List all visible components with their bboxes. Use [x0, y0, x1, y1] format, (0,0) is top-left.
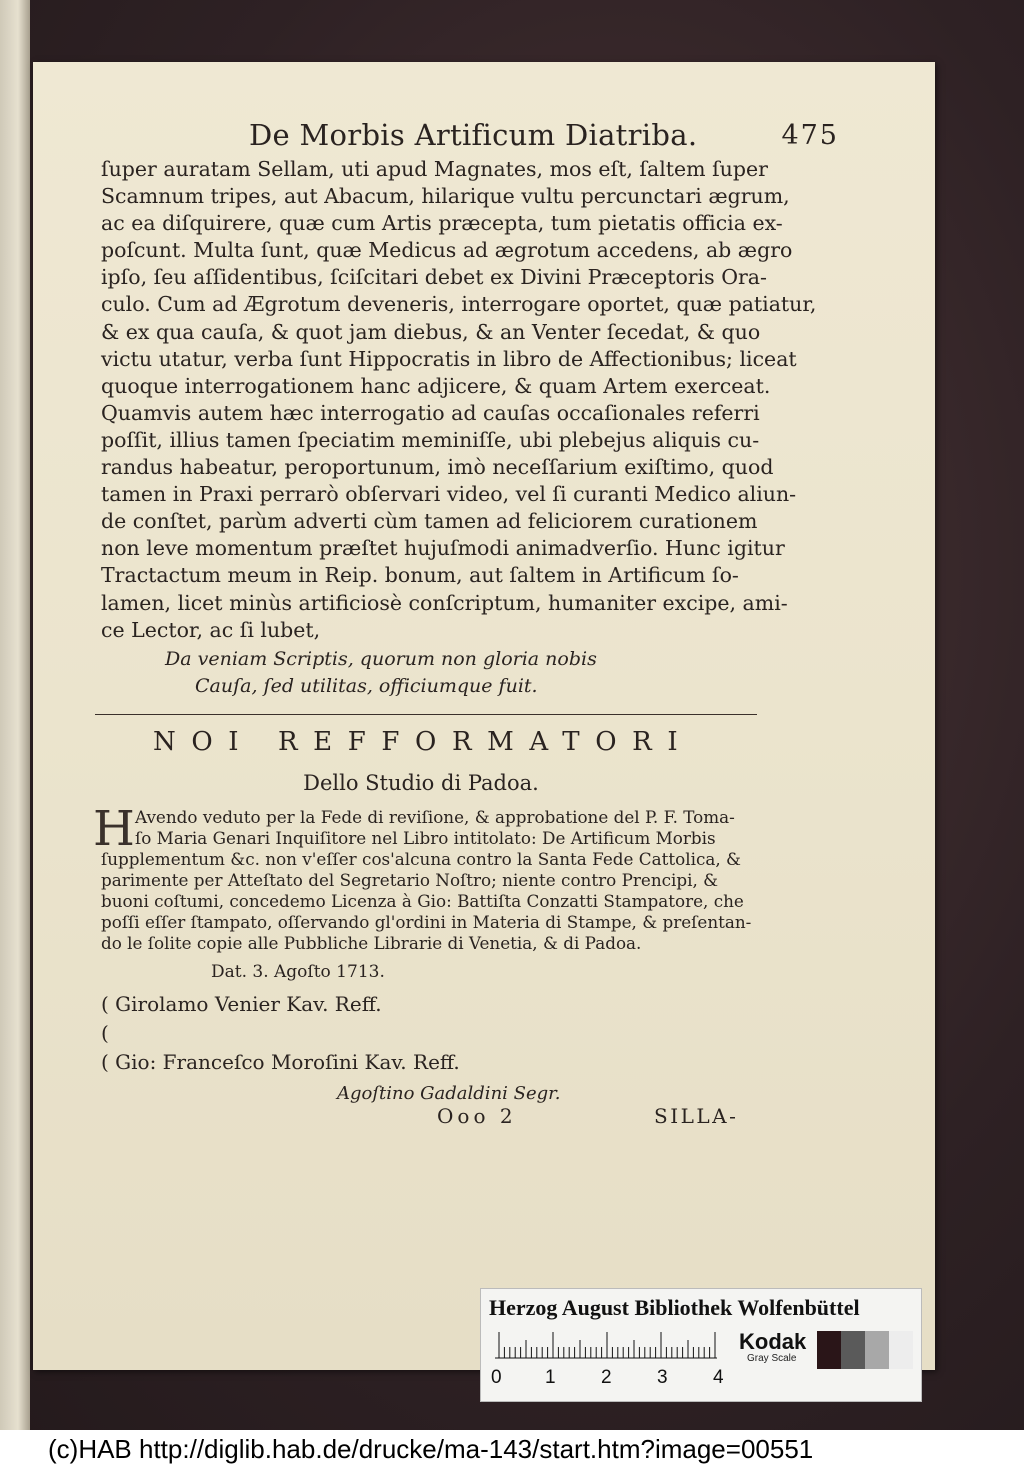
running-title: De Morbis Artificum Diatriba. [249, 118, 698, 152]
page-foot [101, 1104, 801, 1132]
body-line: ſuper auratam Sellam, uti apud Magnates, mos eſt, ſaltem ſuper [101, 157, 768, 181]
gray-patch [817, 1331, 841, 1369]
library-color-card [480, 1288, 922, 1402]
ruler-number: 2 [601, 1367, 612, 1388]
section-divider [95, 714, 757, 715]
decree-line: buoni coſtumi, concedemo Licenza à Gio: Battiſta Conzatti Stampatore, che [101, 890, 744, 911]
signer-line: ( [101, 1020, 109, 1045]
decree-line: do le ſolite copie alle Pubbliche Librarie di Venetia, & di Padoa. [101, 932, 642, 953]
body-line: culo. Cum ad Ægrotum deveneris, interrogare oportet, quæ patiatur, [101, 292, 817, 317]
signer-line: ( Gio: Franceſco Moroſini Kav. Reff. [101, 1049, 460, 1074]
body-line: poſſit, illius tamen ſpeciatim meminiſſe, ubi plebejus aliquis cu- [101, 427, 760, 452]
body-line: victu utatur, verba ſunt Hippocratis in libro de Affectionibus; liceat [101, 346, 797, 371]
imprimatur-subheading: Dello Studio di Padoa. [303, 770, 539, 795]
institution-name: Herzog August Bibliothek Wolfenbüttel [489, 1295, 860, 1320]
body-line: de conſtet, parùm adverti cùm tamen ad feliciorem curationem [101, 509, 758, 534]
decree-line: ſo Maria Genari Inquiſitore nel Libro intitolato: De Artificum Morbis [135, 827, 716, 848]
ruler-ticks [495, 1331, 717, 1359]
secretary-signature: Agoſtino Gadaldini Segr. [337, 1082, 561, 1104]
decree-line: parimente per Atteſtato del Segretario Noſtro; niente contro Prencipi, & [101, 869, 719, 890]
scale-ruler [495, 1331, 717, 1359]
kodak-logo: Kodak [739, 1329, 807, 1354]
facing-page-edge [0, 0, 30, 1440]
copyright-footer [0, 1430, 1024, 1470]
page-number: 475 [781, 120, 839, 151]
body-line: non leve momentum præſtet hujuſmodi animadverſio. Hunc igitur [101, 536, 785, 561]
decree-line: poſſi eſſer ſtampato, oſſervando gl'ordini in Materia di Stampe, & preſentan- [101, 911, 752, 932]
ruler-number: 3 [657, 1367, 668, 1388]
imprimatur-heading: NOI REFFORMATORI [153, 726, 694, 757]
gray-patch [889, 1331, 913, 1369]
gray-patch [865, 1331, 889, 1369]
body-text [101, 156, 817, 644]
verse-line: Cauſa, ſed utilitas, officiumque fuit. [195, 674, 538, 697]
signature-mark: Ooo 2 [437, 1103, 517, 1128]
drop-cap: H [93, 800, 135, 857]
gray-scale-label: Gray Scale [747, 1353, 797, 1364]
signer-line: ( Girolamo Venier Kav. Reff. [101, 991, 382, 1016]
verse-quotation [101, 646, 801, 700]
body-line: Tractactum meum in Reip. bonum, aut ſaltem in Artificum ſo- [101, 563, 739, 588]
ruler-number: 4 [713, 1367, 724, 1388]
verse-line: Da veniam Scriptis, quorum non gloria nobis [165, 647, 597, 670]
body-line: tamen in Praxi perrarò obſervari video, vel ſi curanti Medico aliun- [101, 482, 797, 507]
decree-line: Avendo veduto per la Fede di reviſione, & approbatione del P. F. Toma- [135, 806, 735, 827]
ruler-number: 1 [545, 1367, 556, 1388]
catchword: SILLA- [654, 1103, 739, 1128]
body-line: Scamnum tripes, aut Abacum, hilarique vultu percunctari ægrum, [101, 184, 790, 209]
body-line: & ex qua cauſa, & quot jam diebus, & an Venter ſecedat, & quo [101, 319, 761, 344]
body-line: poſcunt. Multa ſunt, quæ Medicus ad ægrotum accedens, ab ægro [101, 238, 793, 263]
body-line: ce Lector, ac ſi lubet, [101, 617, 321, 642]
gray-scale-patches [817, 1331, 913, 1369]
body-line: lamen, licet minùs artificiosè conſcriptum, humaniter excipe, ami- [101, 590, 788, 615]
book-page [33, 62, 935, 1370]
decree-line: ſupplementum &c. non v'eſſer cos'alcuna contro la Santa Fede Cattolica, & [101, 848, 741, 869]
body-line: ipſo, ſeu aſſidentibus, ſciſcitari debet ex Divini Præceptoris Ora- [101, 265, 767, 290]
body-line: Quamvis autem hæc interrogatio ad cauſas occaſionales referri [101, 400, 760, 425]
body-line: quoque interrogationem hanc adjicere, & quam Artem exerceat. [101, 373, 771, 398]
ruler-numbers [491, 1367, 731, 1391]
imprimatur-decree [93, 800, 801, 954]
decree-date: Dat. 3. Agoſto 1713. [211, 961, 385, 982]
ruler-number: 0 [491, 1367, 502, 1388]
signers [101, 990, 801, 1077]
page-content [93, 110, 839, 1132]
source-url[interactable]: (c)HAB http://diglib.hab.de/drucke/ma-143/start.htm?image=00551 [48, 1434, 814, 1464]
gray-patch [841, 1331, 865, 1369]
running-head [101, 110, 839, 154]
body-line: randus habeatur, peroportunum, imò neceſſarium exiſtimo, quod [101, 455, 774, 480]
body-line: ac ea diſquirere, quæ cum Artis præcepta, tum pietatis officia ex- [101, 211, 783, 236]
